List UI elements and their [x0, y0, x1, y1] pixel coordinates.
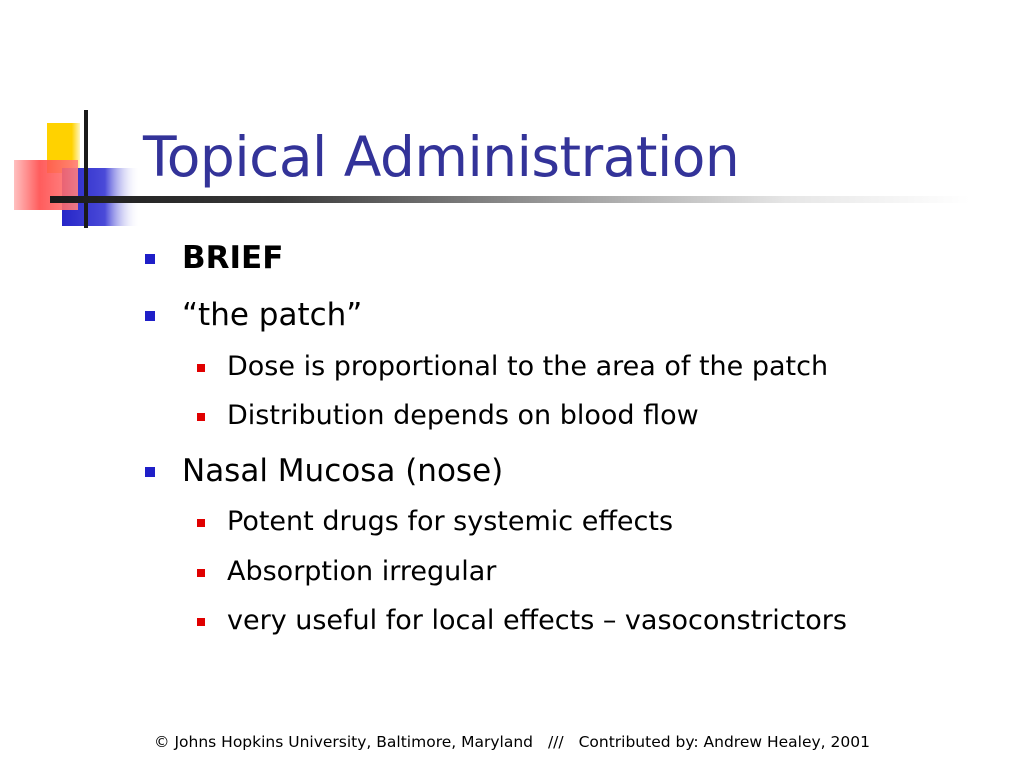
- bullet-item-brief: [145, 238, 283, 278]
- sub-bullet-item-local-effects: [197, 603, 847, 639]
- bullet-square-icon: [145, 311, 155, 321]
- sub-bullet-square-icon: [197, 519, 205, 527]
- footer-credit: Contributed by: Andrew Healey, 2001: [578, 733, 870, 751]
- bullet-item-the-patch: [145, 295, 362, 335]
- sub-bullet-text: Absorption irregular: [227, 556, 497, 587]
- sub-bullet-item-dose: [197, 349, 828, 385]
- bullet-square-icon: [145, 467, 155, 477]
- bullet-text: “the patch”: [182, 297, 363, 333]
- bullet-square-icon: [145, 254, 155, 264]
- sub-bullet-item-potent-drugs: [197, 504, 673, 540]
- decorative-logo: [0, 0, 160, 240]
- slide-footer: [0, 733, 1024, 751]
- bullet-text: BRIEF: [182, 240, 284, 276]
- sub-bullet-square-icon: [197, 364, 205, 372]
- sub-bullet-square-icon: [197, 618, 205, 626]
- sub-bullet-item-distribution: [197, 398, 699, 434]
- footer-copyright: © Johns Hopkins University, Baltimore, Maryland: [154, 733, 534, 751]
- logo-vertical-line: [84, 110, 88, 228]
- sub-bullet-text: Distribution depends on blood flow: [227, 400, 699, 431]
- sub-bullet-square-icon: [197, 569, 205, 577]
- sub-bullet-text: very useful for local effects – vasoconstrictors: [227, 605, 847, 636]
- bullet-text: Nasal Mucosa (nose): [182, 453, 504, 489]
- sub-bullet-text: Potent drugs for systemic effects: [227, 506, 674, 537]
- bullet-item-nasal-mucosa: [145, 451, 503, 491]
- slide-title: Topical Administration: [143, 125, 740, 189]
- sub-bullet-text: Dose is proportional to the area of the patch: [227, 351, 829, 382]
- title-underline: [50, 196, 970, 203]
- sub-bullet-item-absorption: [197, 554, 496, 590]
- sub-bullet-square-icon: [197, 413, 205, 421]
- footer-separator: ///: [547, 733, 564, 751]
